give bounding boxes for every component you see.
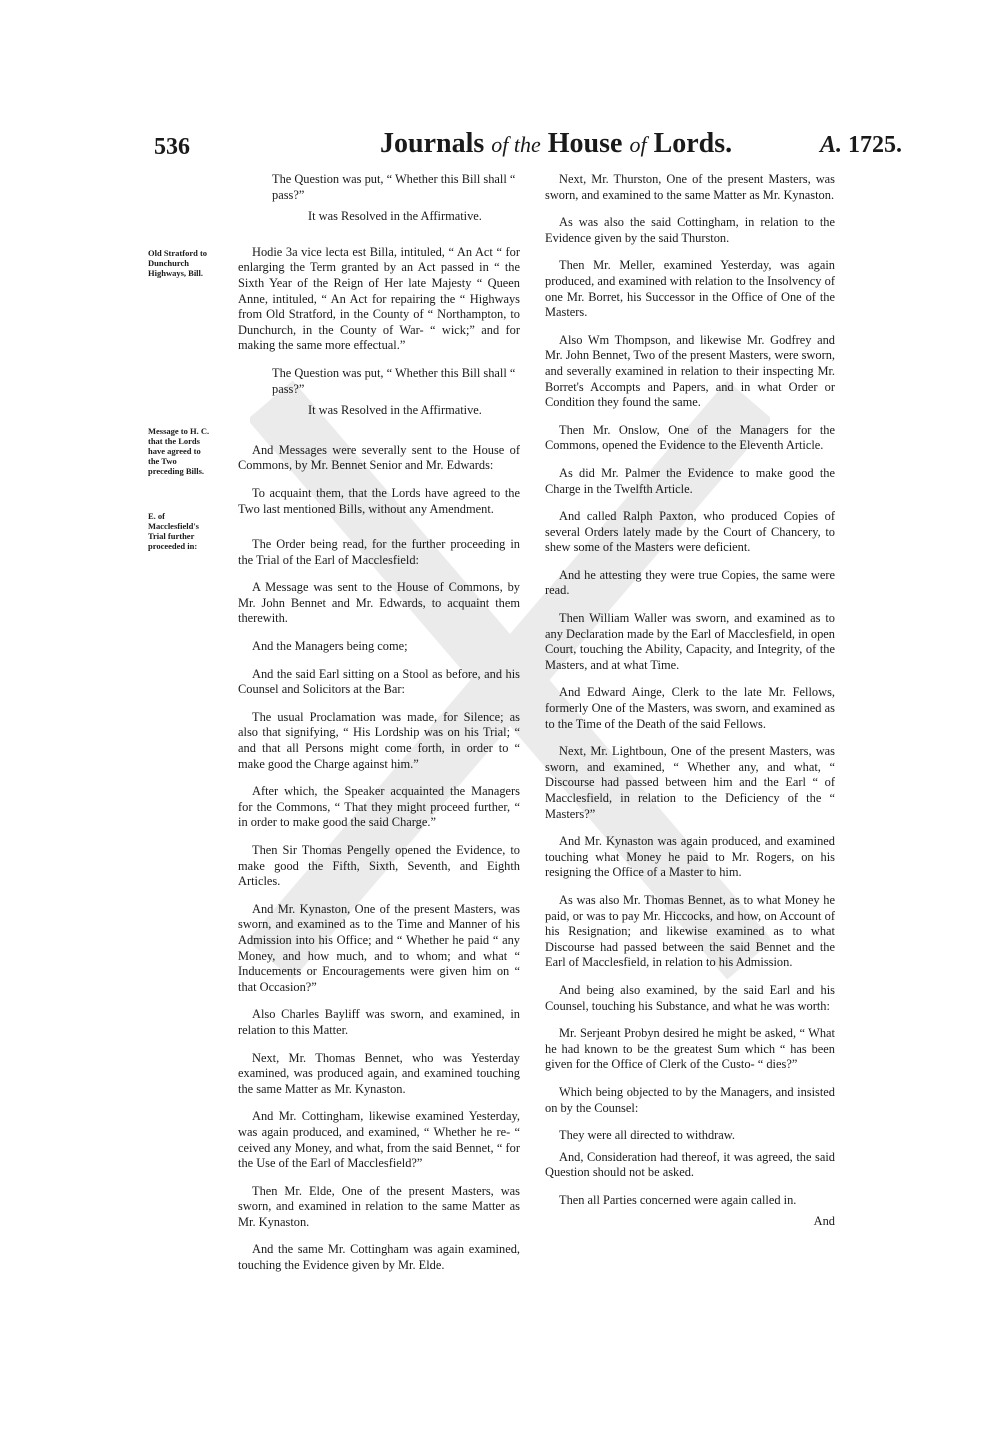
paragraph: And he attesting they were true Copies, the same were read. bbox=[545, 567, 835, 598]
paragraph: The Question was put, “ Whether this Bill shall “ pass?” bbox=[272, 172, 516, 202]
paragraph: And Mr. Cottingham, likewise examined Yesterday, was again produced, and examined, “ Whether he re- “ ceived any Money, and what, from the said Bennet, “ for the Use of the Earl of Macclesfield?” bbox=[238, 1109, 520, 1171]
left-column bbox=[238, 172, 520, 1286]
paragraph: As was also Mr. Thomas Bennet, as to what Money he paid, or was to pay Mr. Hiccocks, and how, on Account of his Resignation; and likewise examined as to what Discourse had passed between the said Bennet and the Earl of Macclesfield, in relation to his Admission. bbox=[545, 892, 835, 970]
paragraph: It was Resolved in the Affirmative. bbox=[308, 209, 482, 224]
paragraph: Then Mr. Meller, examined Yesterday, was again produced, and examined with relation to the Insolvency of one Mr. Borret, his Successor in the Office of One of the Masters. bbox=[545, 258, 835, 320]
paragraph: Next, Mr. Lightboun, One of the present Masters, was sworn, and examined, “ Whether any, and what, “ Discourse had passed between him and the Earl “ of Macclesfield, in relation to the Deficiency of the “ Masters?” bbox=[545, 744, 835, 821]
paragraph: Mr. Serjeant Probyn desired he might be asked, “ What he had known to be the greatest Sum which “ has been given for the Office of Clerk of the Custo- “ dies?” bbox=[545, 1026, 835, 1072]
paragraph: Next, Mr. Thurston, One of the present Masters, was sworn, and examined to the same Matter as Mr. Kynaston. bbox=[545, 172, 835, 202]
paragraph: Then Sir Thomas Pengelly opened the Evidence, to make good the Fifth, Sixth, Seventh, and Eighth Articles. bbox=[238, 843, 520, 889]
paragraph: And Mr. Kynaston, One of the present Masters, was sworn, and examined as to the Time and Manner of his Admission into his Office; and “ Whether he paid “ any Money, and how much, and to whom; and what “ Inducements or Encouragements were given him on “ that Occasion?” bbox=[238, 901, 520, 994]
page-number: 536 bbox=[154, 134, 190, 160]
paragraph: It was Resolved in the Affirmative. bbox=[308, 403, 482, 418]
paragraph: Which being objected to by the Managers, and insisted on by the Counsel: bbox=[545, 1084, 835, 1115]
paragraph: The Question was put, “ Whether this Bill shall “ pass?” bbox=[272, 365, 516, 396]
paragraph: As was also the said Cottingham, in relation to the Evidence given by the said Thurston. bbox=[545, 215, 835, 245]
paragraph: Then Mr. Elde, One of the present Masters, was sworn, and examined in relation to the same Matter as Mr. Kynaston. bbox=[238, 1183, 520, 1229]
paragraph: The usual Proclamation was made, for Silence; as also that signifying, “ His Lordship was on his Trial; “ and that all Persons might come forth, in order to “ make good the Charge against him.” bbox=[238, 709, 520, 771]
paragraph: Also Wm Thompson, and likewise Mr. Godfrey and Mr. John Bennet, Two of the present Masters, were sworn, and severally examined in relation to their inspecting Mr. Borret's Accompts and Papers, and in what Order or Condition they found the same. bbox=[545, 332, 835, 410]
title-word-of: of bbox=[629, 132, 647, 157]
catchword: And bbox=[813, 1214, 835, 1229]
paragraph: They were all directed to withdraw. bbox=[559, 1128, 736, 1143]
paragraph: Hodie 3a vice lecta est Billa, intituled, “ An Act “ for enlarging the Term granted by an Act passed in “ the Sixth Year of the Reign of Her late Majesty “ Queen Anne, intituled, “ An Act for repairing the “ Highways from Old Stratford, in the County of “ Northampton, to Dunchurch, in the County of War- “ wick;” and for making the same more effectual.” bbox=[238, 244, 520, 353]
paragraph: And the same Mr. Cottingham was again examined, touching the Evidence given by Mr. Elde. bbox=[238, 1242, 520, 1273]
year-prefix: A. bbox=[819, 132, 842, 158]
title-word-of-the: of the bbox=[491, 132, 541, 157]
paragraph: The Order being read, for the further proceeding in the Trial of the Earl of Macclesfield: bbox=[238, 537, 520, 567]
paragraph: And Edward Ainge, Clerk to the late Mr. Fellows, formerly One of the Masters, was sworn, and examined as to the Time of the Death of the said Fellows. bbox=[545, 685, 835, 731]
margin-note: Old Stratford to Dunchurch Highways, Bill. bbox=[148, 248, 208, 278]
paragraph: To acquaint them, that the Lords have agreed to the Two last mentioned Bills, without any Amendment. bbox=[238, 485, 520, 516]
paragraph: And the Managers being come; bbox=[252, 639, 408, 654]
paragraph: Also Charles Bayliff was sworn, and examined, in relation to this Matter. bbox=[238, 1007, 520, 1037]
paragraph: And, Consideration had thereof, it was agreed, the said Question should not be asked. bbox=[545, 1149, 835, 1180]
right-column bbox=[545, 172, 835, 1230]
year-value: 1725. bbox=[848, 132, 902, 158]
paragraph: As did Mr. Palmer the Evidence to make good the Charge in the Twelfth Article. bbox=[545, 465, 835, 496]
year-label bbox=[820, 132, 902, 159]
paragraph: Then all Parties concerned were again called in. bbox=[559, 1192, 797, 1207]
paragraph: And the said Earl sitting on a Stool as before, and his Counsel and Solicitors at the Bar: bbox=[238, 666, 520, 697]
paragraph: Then William Waller was sworn, and examined as to any Declaration made by the Earl of Macclesfield, in open Court, touching the Ability, Capacity, and Integrity, of the Masters, and at what Time. bbox=[545, 611, 835, 672]
paragraph: After which, the Speaker acquainted the Managers for the Commons, “ That they might proceed further, “ in order to make good the said Charge.” bbox=[238, 784, 520, 830]
paragraph: Then Mr. Onslow, One of the Managers for the Commons, opened the Evidence to the Eleventh Article. bbox=[545, 422, 835, 453]
title-word-house: House bbox=[547, 128, 623, 159]
margin-note: Message to H. C. that the Lords have agreed to the Two preceding Bills. bbox=[148, 426, 210, 476]
margin-note: E. of Macclesfield's Trial further proceeded in: bbox=[148, 511, 199, 551]
paragraph: Next, Mr. Thomas Bennet, who was Yesterday examined, was produced again, and examined touching the same Matter as Mr. Kynaston. bbox=[238, 1050, 520, 1096]
paragraph: And Messages were severally sent to the House of Commons, by Mr. Bennet Senior and Mr. Edwards: bbox=[238, 442, 520, 473]
running-title bbox=[380, 128, 732, 160]
title-word-lords: Lords. bbox=[653, 128, 733, 159]
paragraph: And called Ralph Paxton, who produced Copies of several Orders lately made by the Court of Chancery, to shew some of the Masters were deficient. bbox=[545, 509, 835, 555]
paragraph: And Mr. Kynaston was again produced, and examined touching what Money he paid to Mr. Rogers, on his resigning the Office of a Master to him. bbox=[545, 834, 835, 880]
title-word-journals: Journals bbox=[380, 128, 485, 159]
page-header bbox=[150, 128, 910, 168]
paragraph: And being also examined, by the said Earl and his Counsel, touching his Substance, and what he was worth: bbox=[545, 982, 835, 1013]
paragraph: A Message was sent to the House of Commons, by Mr. John Bennet and Mr. Edwards, to acquaint them therewith. bbox=[238, 580, 520, 626]
